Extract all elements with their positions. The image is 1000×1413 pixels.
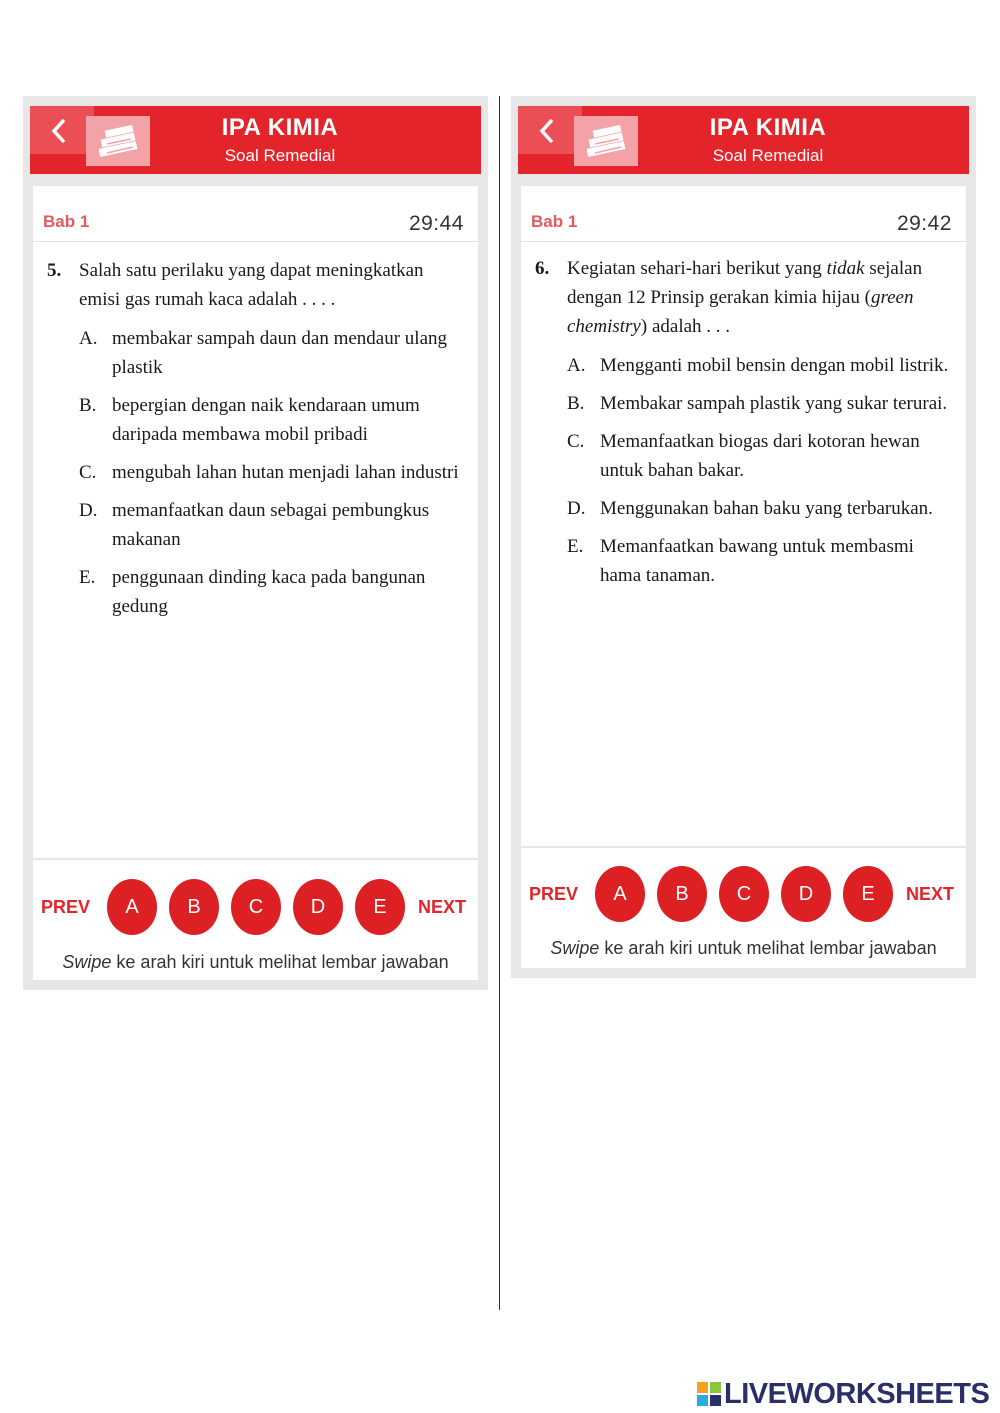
card-divider <box>33 241 478 242</box>
liveworksheets-mark-icon <box>697 1382 721 1406</box>
header-title: IPA KIMIA <box>709 114 827 141</box>
option-text: memanfaatkan daun sebagai pembungkus makanan <box>112 500 430 550</box>
card-divider <box>521 241 966 242</box>
liveworksheets-logo <box>697 1377 989 1411</box>
books-logo-icon <box>574 116 638 166</box>
option-letter: E. <box>79 567 96 588</box>
swipe-hint-text: ke arah kiri untuk melihat lembar jawaban <box>599 938 937 958</box>
option-c <box>567 427 955 485</box>
answer-nav <box>521 866 966 924</box>
question-text-part: Kegiatan sehari-hari berikut yang <box>567 258 827 279</box>
answer-button-e[interactable]: E <box>355 879 405 935</box>
phone-screen-question-6 <box>511 96 976 978</box>
option-letter: D. <box>567 498 586 519</box>
option-a <box>567 351 955 380</box>
phone-screen-question-5 <box>23 96 488 990</box>
question-card <box>33 186 478 980</box>
answer-button-b[interactable]: B <box>169 879 219 935</box>
option-a <box>79 324 467 382</box>
header-title: IPA KIMIA <box>221 114 339 141</box>
question-block <box>47 256 467 630</box>
answer-button-d[interactable]: D <box>293 879 343 935</box>
option-letter: D. <box>79 500 98 521</box>
page-divider <box>499 96 500 1310</box>
option-e <box>567 532 955 590</box>
option-list <box>79 324 467 621</box>
chevron-left-icon <box>50 118 68 144</box>
next-button[interactable]: NEXT <box>905 884 954 904</box>
option-text: penggunaan dinding kaca pada bangunan gedung <box>112 567 426 617</box>
question-block <box>535 254 955 599</box>
swipe-hint <box>33 952 478 973</box>
option-c <box>79 458 467 487</box>
prev-button[interactable]: PREV <box>529 884 579 904</box>
option-text: Menggunakan bahan baku yang terbarukan. <box>600 498 933 519</box>
back-button[interactable] <box>518 106 582 154</box>
question-number: 5. <box>47 260 62 281</box>
option-letter: A. <box>79 328 98 349</box>
answer-button-a[interactable]: A <box>595 866 645 922</box>
swipe-hint-text: ke arah kiri untuk melihat lembar jawaban <box>111 952 449 972</box>
option-b <box>79 391 467 449</box>
option-letter: B. <box>79 395 97 416</box>
answer-button-b[interactable]: B <box>657 866 707 922</box>
answer-button-a[interactable]: A <box>107 879 157 935</box>
option-text: mengubah lahan hutan menjadi lahan industri <box>112 462 459 483</box>
countdown-timer: 29:42 <box>896 212 952 235</box>
option-letter: C. <box>567 431 585 452</box>
option-text: Memanfaatkan biogas dari kotoran hewan untuk bahan bakar. <box>600 431 920 481</box>
liveworksheets-wordmark: LIVEWORKSHEETS <box>724 1377 990 1410</box>
answer-button-c[interactable]: C <box>719 866 769 922</box>
option-list <box>567 351 955 590</box>
answer-button-c[interactable]: C <box>231 879 281 935</box>
question-text-emphasis: green chemistry <box>567 287 914 337</box>
answer-button-d[interactable]: D <box>781 866 831 922</box>
option-text: membakar sampah daun dan mendaur ulang plastik <box>112 328 448 378</box>
question-text-part: ) adalah . . . <box>640 316 731 337</box>
option-text: Mengganti mobil bensin dengan mobil listrik. <box>600 355 949 376</box>
chapter-label: Bab 1 <box>531 212 578 231</box>
back-button[interactable] <box>30 106 94 154</box>
question-text: Salah satu perilaku yang dapat meningkatkan emisi gas rumah kaca adalah . . . . <box>79 260 424 310</box>
option-letter: B. <box>567 393 585 414</box>
swipe-hint-italic: Swipe <box>550 938 600 958</box>
question-number: 6. <box>535 258 550 279</box>
nav-divider <box>521 846 966 848</box>
option-letter: A. <box>567 355 586 376</box>
header-subtitle: Soal Remedial <box>224 146 336 165</box>
nav-divider <box>33 858 478 860</box>
next-button[interactable]: NEXT <box>417 897 466 917</box>
swipe-hint-italic: Swipe <box>62 952 112 972</box>
option-b <box>567 389 955 418</box>
app-header <box>518 106 969 174</box>
option-d <box>567 494 955 523</box>
question-text <box>567 254 955 341</box>
option-e <box>79 563 467 621</box>
question-card <box>521 186 966 968</box>
option-letter: C. <box>79 462 97 483</box>
books-logo-icon <box>86 116 150 166</box>
header-subtitle: Soal Remedial <box>712 146 824 165</box>
chapter-label: Bab 1 <box>43 212 90 231</box>
prev-button[interactable]: PREV <box>41 897 91 917</box>
question-text-part: sejalan dengan 12 Prinsip gerakan kimia hijau ( <box>567 258 923 308</box>
countdown-timer: 29:44 <box>408 212 464 235</box>
option-text: Membakar sampah plastik yang sukar terurai. <box>600 393 948 414</box>
app-header <box>30 106 481 174</box>
option-text: bepergian dengan naik kendaraan umum daripada membawa mobil pribadi <box>112 395 420 445</box>
option-d <box>79 496 467 554</box>
swipe-hint <box>521 938 966 959</box>
chevron-left-icon <box>538 118 556 144</box>
answer-nav <box>33 879 478 937</box>
option-letter: E. <box>567 536 584 557</box>
question-text-emphasis: tidak <box>826 258 865 279</box>
answer-button-e[interactable]: E <box>843 866 893 922</box>
option-text: Memanfaatkan bawang untuk membasmi hama tanaman. <box>600 536 914 586</box>
